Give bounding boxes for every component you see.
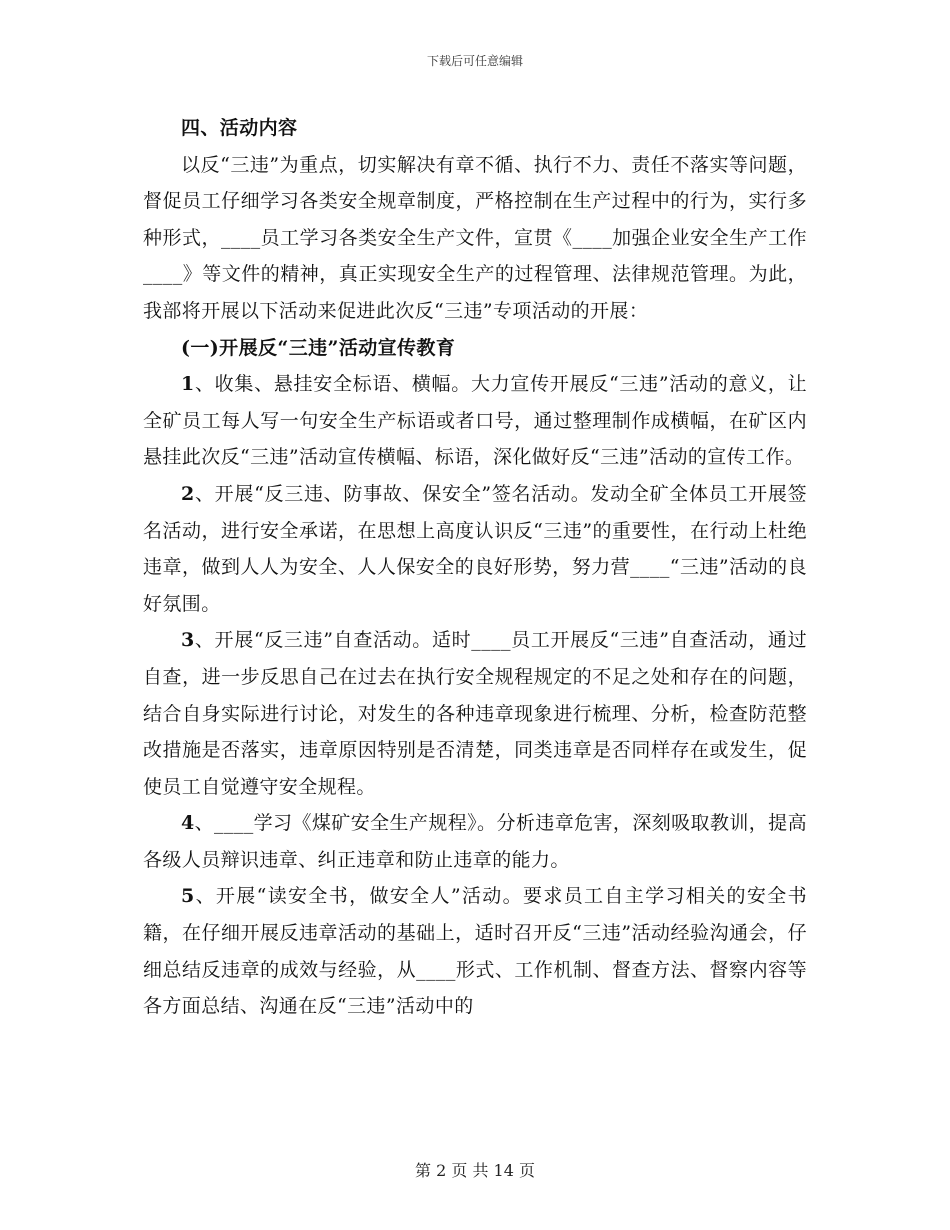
intro-paragraph: 以反“三违”为重点，切实解决有章不循、执行不力、责任不落实等问题，督促员工仔细学习各类安全规章制度，严格控制在生产过程中的行为，实行多种形式，____员工学习各类安全生产文件，宣贯《____加强企业安全生产工作____》等文件的精神，真正实现安全生产的过程管理、法律规范管理。为此，我部将开展以下活动来促进此次反“三违”专项活动的开展： — [143, 153, 807, 322]
section-heading: 四、活动内容 — [181, 117, 298, 139]
list-item-text: 、收集、悬挂安全标语、横幅。大力宣传开展反“三违”活动的意义，让全矿员工每人写一句安全生产标语或者口号，通过整理制作成横幅，在矿区内悬挂此次反“三违”活动宣传横幅、标语，深化做好反“三违”活动的宣传工作。 — [143, 373, 807, 469]
list-item-3 — [143, 622, 807, 805]
list-item-number: 5 — [181, 885, 195, 908]
list-item-text: 、____学习《煤矿安全生产规程》。分析违章危害，深刻吸取教训，提高各级人员辩识违章、纠正违章和防止违章的能力。 — [143, 812, 807, 871]
list-item-text: 、开展“反三违”自查活动。适时____员工开展反“三违”自查活动，通过自查，进一步反思自己在过去在执行安全规程规定的不足之处和存在的问题，结合自身实际进行讨论，对发生的各种违章现象进行梳理、分析，检查防范整改措施是否落实，违章原因特别是否清楚，同类违章是否同样存在或发生，促使员工自觉遵守安全规程。 — [143, 629, 807, 798]
list-item-text: 、开展“反三违、防事故、保安全”签名活动。发动全矿全体员工开展签名活动，进行安全承诺，在思想上高度认识反“三违”的重要性，在行动上杜绝违章，做到人人为安全、人人保安全的良好形势，努力营____“三违”活动的良好氛围。 — [143, 482, 807, 615]
list-item-text: 、开展“读安全书，做安全人”活动。要求员工自主学习相关的安全书籍，在仔细开展反违章活动的基础上，适时召开反“三违”活动经验沟通会，仔细总结反违章的成效与经验，从____形式、工作机制、督查方法、督察内容等各方面总结、沟通在反“三违”活动中的 — [143, 885, 807, 1018]
page-number: 第 2 页 共 14 页 — [415, 1161, 535, 1180]
list-item-number: 2 — [181, 482, 195, 505]
list-item-number: 3 — [181, 629, 195, 652]
list-item-number: 1 — [181, 373, 195, 396]
list-item-5 — [143, 878, 807, 1024]
list-item-number: 4 — [181, 812, 195, 835]
list-item-2 — [143, 476, 807, 622]
document-body — [143, 110, 807, 1025]
subheading-propaganda: (一)开展反“三违”活动宣传教育 — [181, 336, 456, 359]
list-item-1 — [143, 366, 807, 476]
list-item-4 — [143, 805, 807, 878]
page-header-note: 下载后可任意编辑 — [426, 54, 523, 68]
